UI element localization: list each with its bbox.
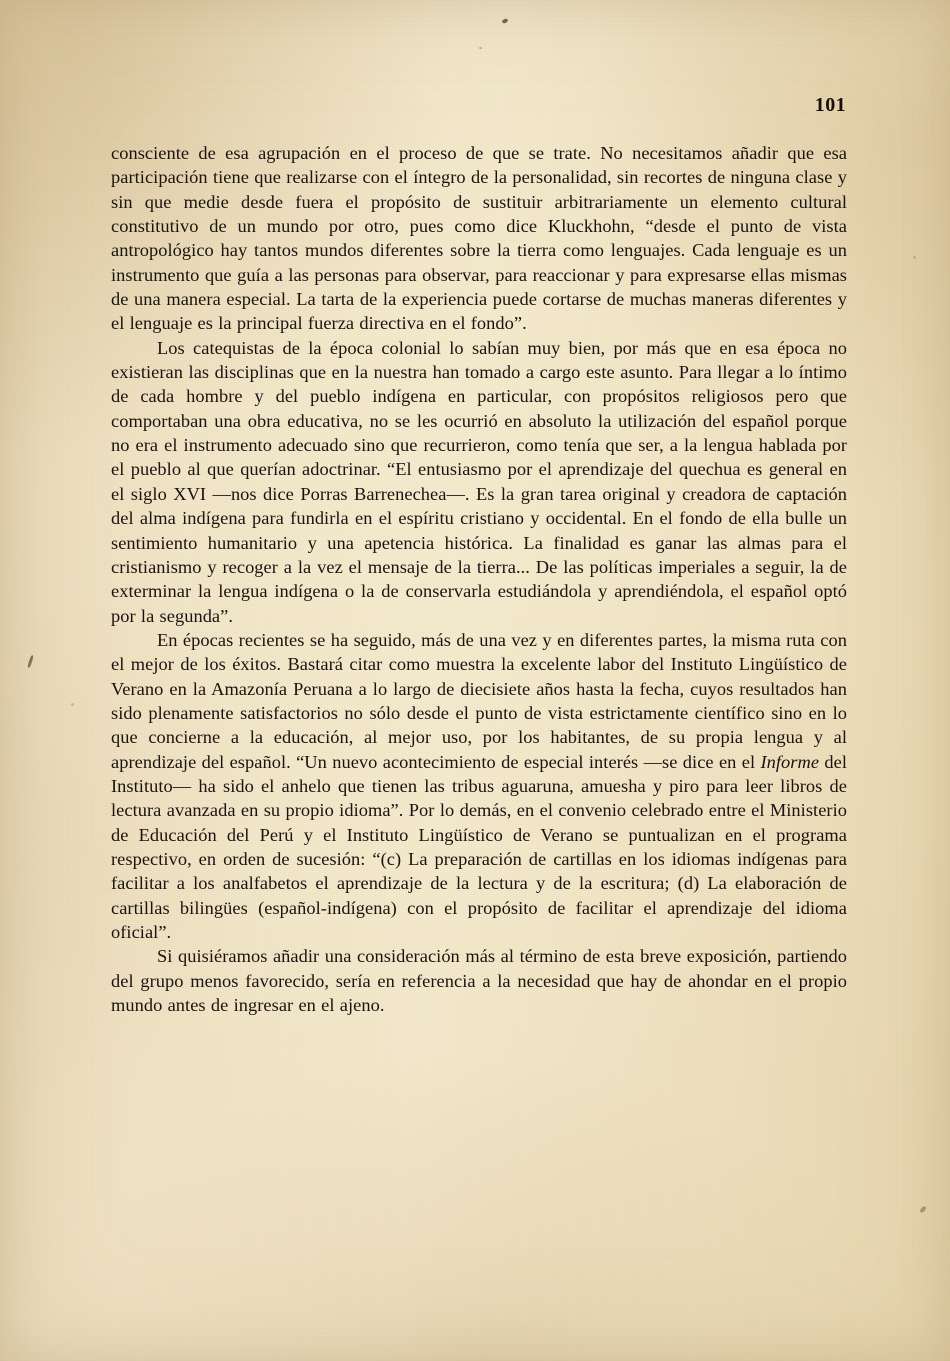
paragraph-3: En épocas recientes se ha seguido, más de una vez y en diferentes partes, la misma ruta con el mejor de los éxitos. Bastará citar como muestra la excelente labor del Instituto Lingüístico de Verano en la Amazonía Peruana a lo largo de diecisiete años hasta la fecha, cuyos resultados han sido plenamente satisfactorios no sólo desde el punto de vista estrictamente científico sino en lo que concierne a la educación, al mejor uso, por los habitantes, de su propia lengua y al aprendizaje del español. “Un nuevo acontecimiento de especial interés —se dice en el Informe del Instituto— ha sido el anhelo que tienen las tribus aguaruna, amuesha y piro para leer libros de lectura avanzada en su propio idioma”. Por lo demás, en el convenio celebrado entre el Ministerio de Educación del Perú y el Instituto Lingüístico de Verano se puntualizan en el programa respectivo, en orden de sucesión: “(c) La preparación de cartillas en los idiomas indígenas para facilitar a los analfabetos el aprendizaje de la lectura y de la escritura; (d) La elaboración de cartillas bilingües (español-indígena) con el propósito de facilitar el aprendizaje del idioma oficial”. bbox=[111, 629, 848, 942]
paper-speck bbox=[27, 655, 34, 668]
paragraph-4: Si quisiéramos añadir una consideración más al término de esta breve exposición, partiendo del grupo menos favorecido, sería en referencia a la necesidad que hay de ahondar en el propio mundo antes de ingresar en el ajeno. bbox=[111, 946, 847, 1016]
paragraph-1: consciente de esa agrupación en el proceso de que se trate. No necesitamos añadir que esa participación tiene que realizarse con el íntegro de la personalidad, sin recortes de ninguna clase y sin que medie desde fuera el propósito de sustituir arbitrariamente un elemento cultural constitutivo de un mundo por otro, pues como dice Kluckhohn, “desde el punto de vista antropológico hay tantos mundos diferentes sobre la tierra como lenguajes. Cada lenguaje es un instrumento que guía a las personas para observar, para reaccionar y para expresarse ellas mismas de una manera especial. La tarta de la experiencia puede cortarse de muchas maneras diferentes y el lenguaje es la principal fuerza directiva en el fondo”. bbox=[111, 143, 847, 334]
paper-speck bbox=[71, 703, 74, 706]
paper-speck bbox=[913, 256, 916, 259]
page-number: 101 bbox=[814, 94, 846, 116]
paper-speck bbox=[919, 1206, 927, 1214]
page-text-block bbox=[111, 141, 847, 1017]
paper-speck bbox=[501, 18, 508, 24]
paragraph-2: Los catequistas de la época colonial lo sabían muy bien, por más que en esa época no existieran las disciplinas que en la nuestra han tomado a cargo este asunto. Para llegar a lo íntimo de cada hombre y del pueblo indígena en particular, con propósitos religiosos pero que comportaban una obra educativa, no se les ocurrió en absoluto la utilización del español porque no era el instrumento adecuado sino que recurrieron, como tenía que ser, a la lengua hablada por el pueblo al que querían adoctrinar. “El entusiasmo por el aprendizaje del quechua es general en el siglo XVI —nos dice Porras Barrenechea—. Es la gran tarea original y creadora de captación del alma indígena para fundirla en el espíritu cristiano y occidental. En el fondo de ella bulle un sentimiento humanitario y una apetencia histórica. La finalidad es ganar las almas para el cristianismo y recoger a la vez el mensaje de la tierra... De las políticas imperiales a seguir, la de exterminar la lengua indígena o la de conservarla estudiándola y aprendiéndola, el español optó por la segunda”. bbox=[111, 337, 847, 626]
paper-speck bbox=[479, 47, 482, 49]
